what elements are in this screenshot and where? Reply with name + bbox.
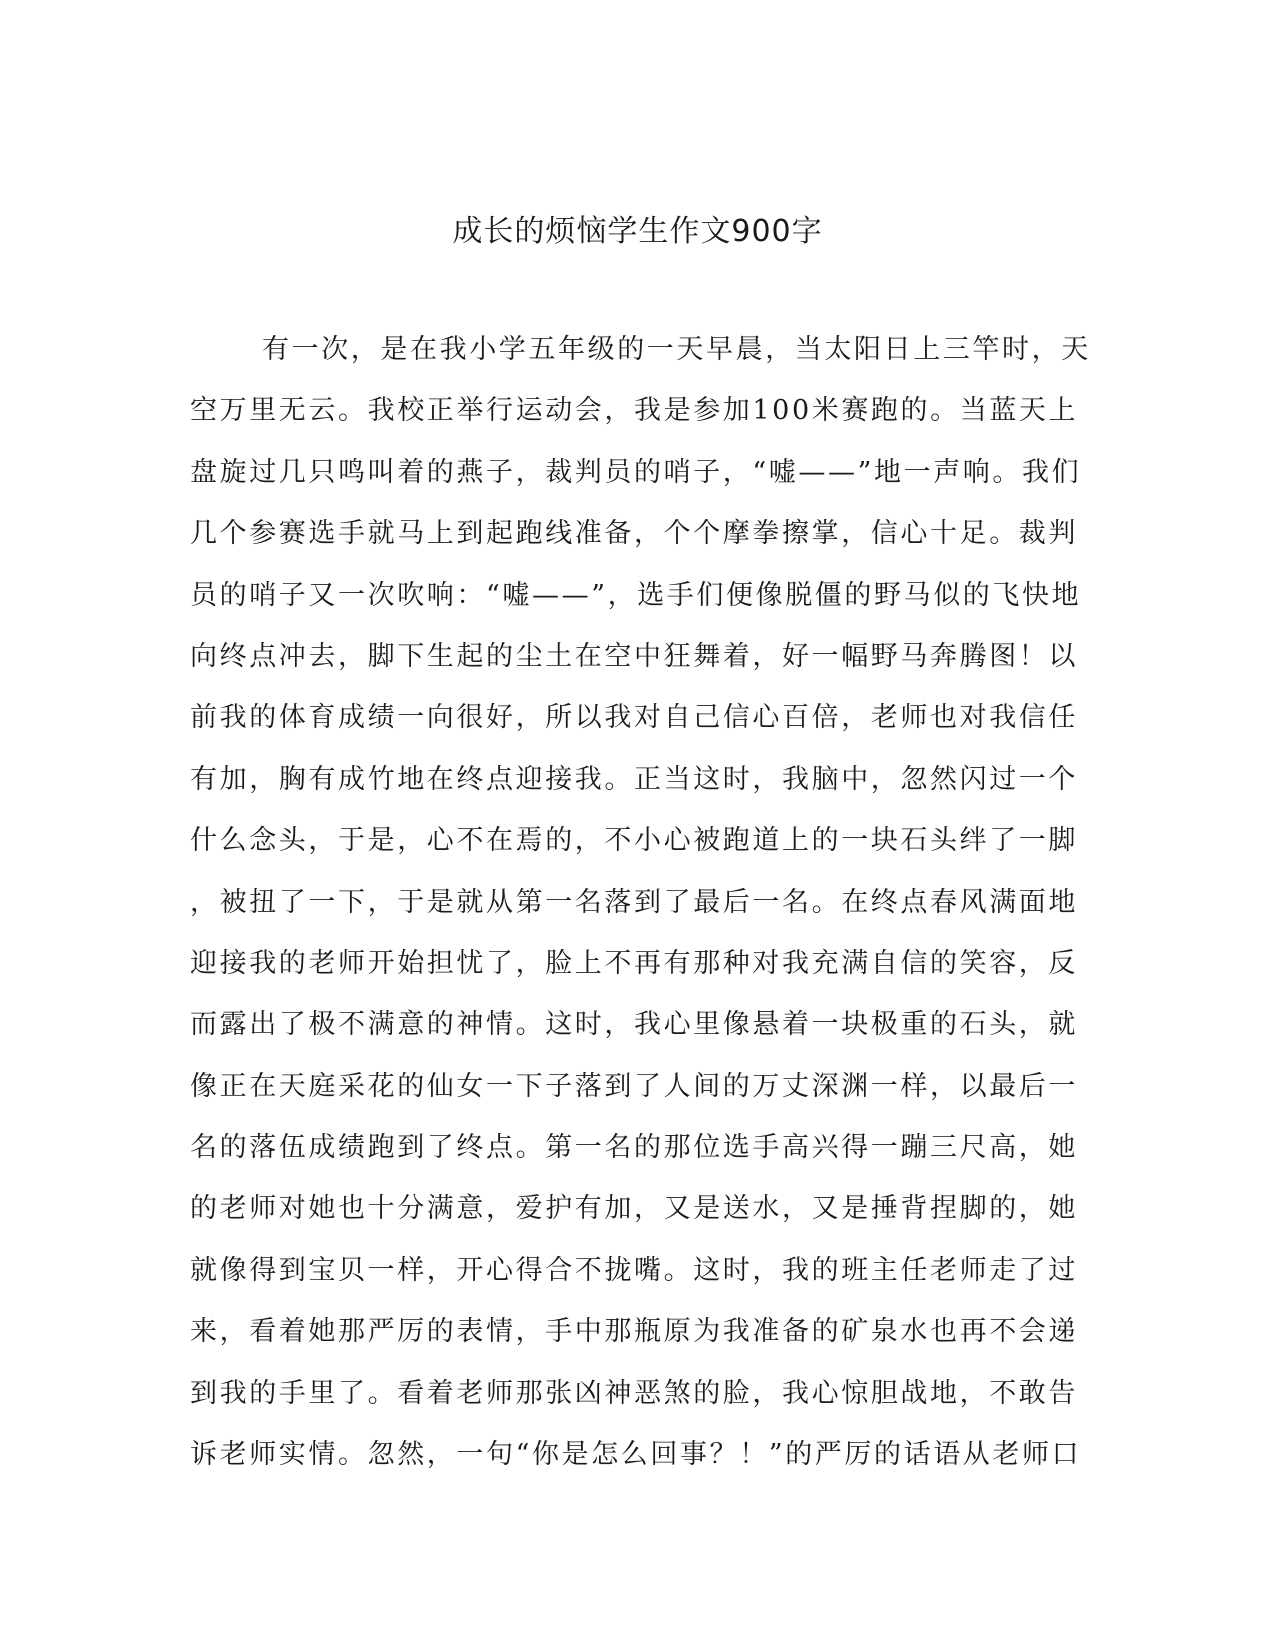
body-line: 的老师对她也十分满意，爱护有加，又是送水，又是捶背捏脚的，她 xyxy=(190,1193,1078,1225)
body-line: ，被扭了一下，于是就从第一名落到了最后一名。在终点春风满面地 xyxy=(190,886,1078,918)
body-line: 向终点冲去，脚下生起的尘土在空中狂舞着，好一幅野马奔腾图！以 xyxy=(190,640,1078,672)
body-line: 名的落伍成绩跑到了终点。第一名的那位选手高兴得一蹦三尺高，她 xyxy=(190,1132,1078,1164)
body-line: 员的哨子又一次吹响：“嘘——”，选手们便像脱僵的野马似的飞快地 xyxy=(190,579,1082,611)
document-body xyxy=(190,330,1090,1496)
body-line: 空万里无云。我校正举行运动会，我是参加100米赛跑的。当蓝天上 xyxy=(190,395,1079,427)
body-line: 而露出了极不满意的神情。这时，我心里像悬着一块极重的石头，就 xyxy=(190,1009,1078,1041)
body-line: 前我的体育成绩一向很好，所以我对自己信心百倍，老师也对我信任 xyxy=(190,702,1078,734)
body-line: 有一次，是在我小学五年级的一天早晨，当太阳日上三竿时，天 xyxy=(262,334,1091,365)
body-line: 有加，胸有成竹地在终点迎接我。正当这时，我脑中，忽然闪过一个 xyxy=(190,763,1078,795)
body-line: 迎接我的老师开始担忧了，脸上不再有那种对我充满自信的笑容，反 xyxy=(190,947,1078,979)
body-line: 就像得到宝贝一样，开心得合不拢嘴。这时，我的班主任老师走了过 xyxy=(190,1254,1078,1286)
body-line: 诉老师实情。忽然，一句“你是怎么回事？！”的严厉的话语从老师口 xyxy=(190,1439,1082,1471)
body-line: 什么念头，于是，心不在焉的，不小心被跑道上的一块石头绊了一脚 xyxy=(190,825,1078,857)
body-line: 到我的手里了。看着老师那张凶神恶煞的脸，我心惊胆战地，不敢告 xyxy=(190,1377,1078,1409)
body-line: 像正在天庭采花的仙女一下子落到了人间的万丈深渊一样，以最后一 xyxy=(190,1070,1078,1102)
body-line: 盘旋过几只鸣叫着的燕子，裁判员的哨子，“嘘——”地一声响。我们 xyxy=(190,456,1082,488)
document-title: 成长的烦恼学生作文900字 xyxy=(452,214,823,249)
body-line: 来，看着她那严厉的表情，手中那瓶原为我准备的矿泉水也再不会递 xyxy=(190,1316,1078,1348)
body-line: 几个参赛选手就马上到起跑线准备，个个摩拳擦掌，信心十足。裁判 xyxy=(190,518,1078,550)
